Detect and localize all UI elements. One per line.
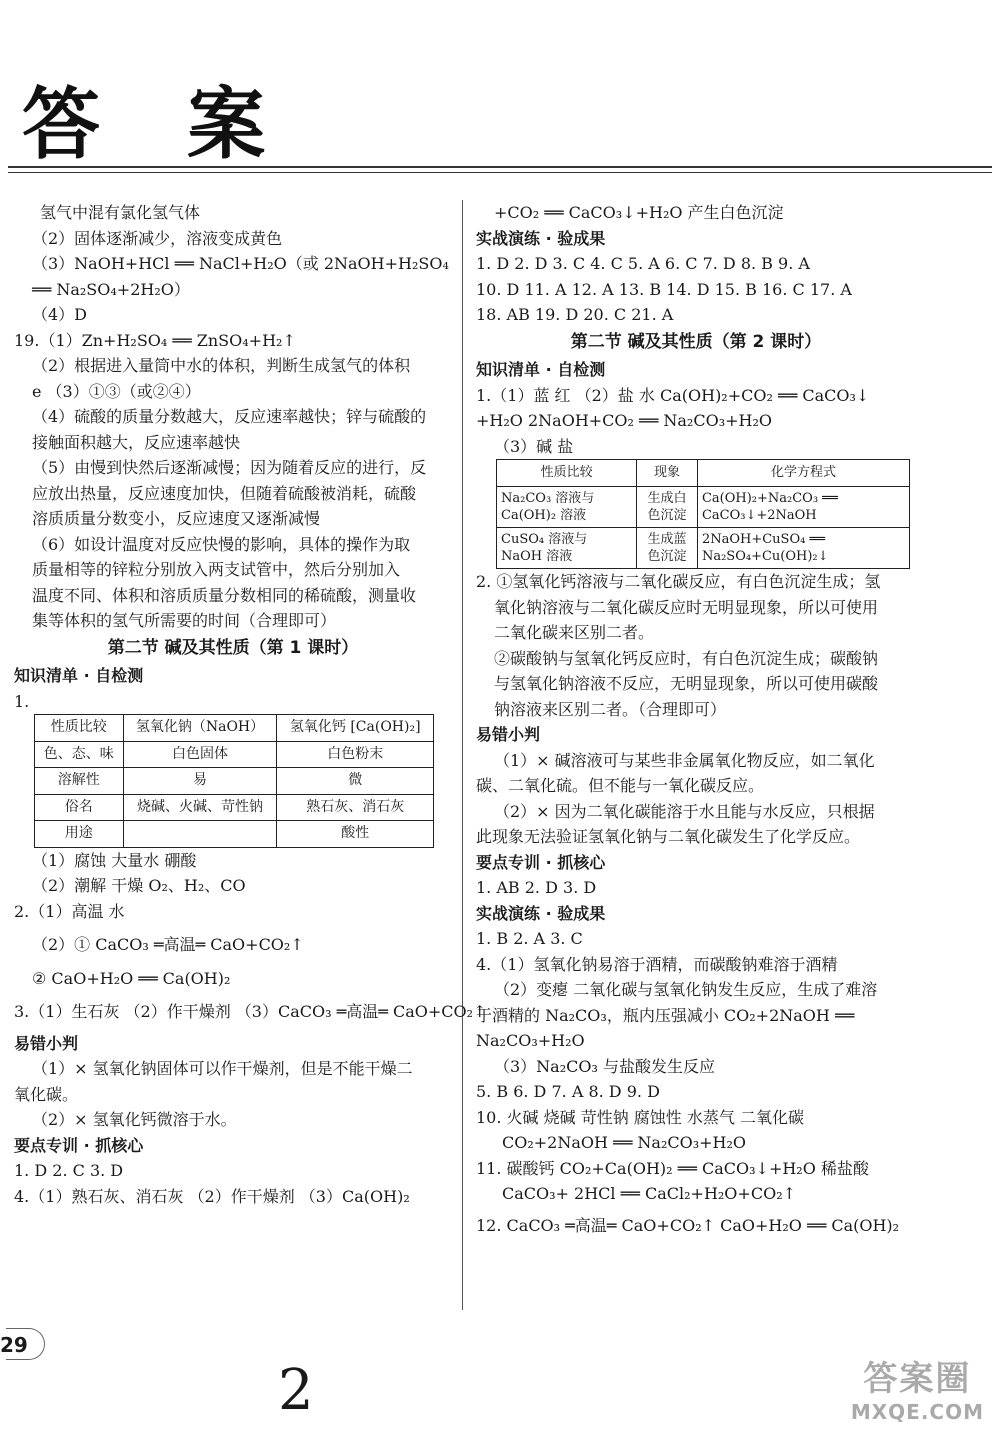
subsection-heading: 要点专训 · 抓核心: [14, 1135, 144, 1155]
table-cell: [123, 821, 277, 848]
answer-line: e （3）①③（或②④）: [32, 381, 201, 401]
table-cell: 生成蓝色沉淀: [637, 528, 698, 569]
answer-line: 1. B 2. A 3. C: [476, 929, 583, 948]
column-divider: [462, 200, 463, 1310]
table-row: [35, 741, 434, 768]
answer-line: 10. D 11. A 12. A 13. B 14. D 15. B 16. C 17. A: [476, 279, 852, 299]
table-cell: 白色粉末: [277, 741, 434, 768]
table-cell: 溶解性: [35, 768, 124, 795]
answer-line: 质量相等的锌粒分别放入两支试管中，然后分别加入: [32, 560, 401, 579]
answer-line: CO₂+2NaOH ══ Na₂CO₃+H₂O: [502, 1133, 747, 1152]
watermark: [851, 1351, 984, 1424]
subsection-heading: 实战演练 · 验成果: [476, 228, 606, 248]
subsection-heading: 知识清单 · 自检测: [476, 360, 606, 379]
table-cell: 熟石灰、消石灰: [277, 794, 434, 821]
answer-line: 2. ①氢氧化钙溶液与二氧化碳反应，有白色沉淀生成；氢: [476, 572, 881, 591]
table-header: 性质比较: [35, 715, 124, 742]
answer-line: （3）NaOH+HCl ══ NaCl+H₂O（或 2NaOH+H₂SO₄: [32, 254, 449, 273]
table-cell: 俗名: [35, 794, 124, 821]
answer-line: （5）由慢到快然后逐渐减慢；因为随着反应的进行，反: [32, 458, 427, 477]
table-cell: 微: [277, 768, 434, 795]
answer-line: （1）腐蚀 大量水 硼酸: [32, 850, 197, 870]
answer-line: +CO₂ ══ CaCO₃↓+H₂O 产生白色沉淀: [494, 203, 784, 222]
subsection-heading: 易错小判: [476, 725, 541, 744]
header-rule: [8, 166, 992, 173]
answer-line: CaCO₃+ 2HCl ══ CaCl₂+H₂O+CO₂↑: [502, 1184, 797, 1203]
answer-line: （4）硫酸的质量分数越大，反应速率越快；锌与硫酸的: [32, 407, 427, 426]
answer-line: 集等体积的氢气所需要的时间（合理即可）: [32, 611, 337, 630]
answer-line: 19.（1）Zn+H₂SO₄ ══ ZnSO₄+H₂↑: [14, 330, 296, 350]
table-header: 性质比较: [497, 460, 637, 487]
answer-line: Na₂CO₃+H₂O: [476, 1031, 585, 1050]
reaction-table: [496, 459, 910, 569]
answer-line: 1. D 2. D 3. C 4. C 5. A 6. C 7. D 8. B 9. A: [476, 254, 810, 273]
table-header: 现象: [637, 460, 698, 487]
subsection-heading: 易错小判: [14, 1033, 79, 1053]
answer-line: 钠溶液来区别二者。（合理即可）: [494, 699, 727, 719]
answer-line: 3.（1）生石灰 （2）作干燥剂 （3）CaCO₃ ═高温═ CaO+CO₂↑: [14, 1002, 487, 1021]
answer-line: 4.（1）熟石灰、消石灰 （2）作干燥剂 （3）Ca(OH)₂: [14, 1186, 410, 1206]
answer-line: （1）× 氢氧化钠固体可以作干燥剂，但是不能干燥二: [32, 1059, 413, 1078]
table-header: 氢氧化钠（NaOH）: [123, 715, 277, 742]
answer-line: 于酒精的 Na₂CO₃，瓶内压强减小 CO₂+2NaOH ══: [476, 1005, 855, 1025]
answer-line: ②碳酸钠与氢氧化钙反应时，有白色沉淀生成；碳酸钠: [494, 648, 879, 668]
table-row: [497, 487, 910, 528]
answer-line: 二氧化碳来区别二者。: [494, 623, 655, 642]
answer-line: （2）× 因为二氧化碳能溶于水且能与水反应，只根据: [494, 801, 875, 821]
subsection-heading: 知识清单 · 自检测: [14, 666, 144, 685]
table-cell: CuSO₄ 溶液与 NaOH 溶液: [497, 528, 637, 569]
answer-line: 11. 碳酸钙 CO₂+Ca(OH)₂ ══ CaCO₃↓+H₂O 稀盐酸: [476, 1158, 869, 1178]
answer-line: ══ Na₂SO₄+2H₂O）: [32, 279, 190, 299]
answer-line: 氢气中混有氯化氢气体: [40, 203, 201, 222]
answer-line: 2.（1）高温 水: [14, 901, 125, 921]
answer-line: 接触面积越大，反应速率越快: [32, 432, 241, 452]
answer-line: 1.（1）蓝 红 （2）盐 水 Ca(OH)₂+CO₂ ══ CaCO₃↓: [476, 385, 870, 405]
left-column: [14, 200, 487, 1209]
answer-line: （6）如设计温度对反应快慢的影响，具体的操作为取: [32, 534, 411, 554]
answer-line: 应放出热量，反应速度加快，但随着硫酸被消耗，硫酸: [32, 483, 417, 503]
answer-line: 碳、二氧化硫。但不能与一氧化碳反应。: [476, 776, 765, 795]
watermark-logo: 答案圈: [863, 1359, 972, 1399]
table-cell: 用途: [35, 821, 124, 848]
subsection-heading: 要点专训 · 抓核心: [476, 852, 606, 872]
table-cell: 白色固体: [123, 741, 277, 768]
subsection-heading: 实战演练 · 验成果: [476, 903, 606, 923]
answer-line: 氧化碳。: [14, 1084, 79, 1104]
table-header-row: [497, 460, 910, 487]
handwritten-mark: 2: [278, 1358, 314, 1423]
answer-line: （2）× 氢氧化钙微溶于水。: [32, 1110, 237, 1129]
table-cell: Na₂CO₃ 溶液与 Ca(OH)₂ 溶液: [497, 487, 637, 528]
answer-line: （3）碱 盐: [494, 436, 574, 456]
table-row: [497, 528, 910, 569]
table-header: 化学方程式: [697, 460, 909, 487]
answer-line: 与氢氧化钠溶液不反应，无明显现象，所以可使用碳酸: [494, 674, 879, 693]
section-heading: 第二节 碱及其性质（第 1 课时）: [107, 637, 359, 658]
answer-line: （2）固体逐渐减少，溶液变成黄色: [32, 228, 283, 248]
answer-line: （2）① CaCO₃ ═高温═ CaO+CO₂↑: [32, 935, 304, 954]
table-cell: 2NaOH+CuSO₄ ══ Na₂SO₄+Cu(OH)₂↓: [697, 528, 909, 569]
table-cell: 生成白色沉淀: [637, 487, 698, 528]
page-title: 答 案: [22, 80, 296, 170]
table-cell: 酸性: [277, 821, 434, 848]
naoh-caoh2-table: [34, 714, 434, 848]
answer-line: 1. D 2. C 3. D: [14, 1161, 124, 1180]
answer-line: 4.（1）氢氧化钠易溶于酒精，而碳酸钠难溶于酒精: [476, 954, 838, 974]
answer-line: （2）根据进入量筒中水的体积，判断生成氢气的体积: [32, 356, 411, 375]
table-row: [35, 768, 434, 795]
table-cell: 色、态、味: [35, 741, 124, 768]
answer-line: 氧化钠溶液与二氧化碳反应时无明显现象，所以可使用: [494, 597, 879, 617]
answer-line: （2）变瘪 二氧化碳与氢氧化钠发生反应，生成了难溶: [494, 980, 878, 999]
answer-line: （3）Na₂CO₃ 与盐酸发生反应: [494, 1056, 715, 1076]
answer-line: （1）× 碱溶液可与某些非金属氧化物反应，如二氧化: [494, 750, 875, 770]
watermark-url: MXQE.COM: [850, 1400, 984, 1424]
right-column: [476, 200, 916, 1238]
table-cell: 烧碱、火碱、苛性钠: [123, 794, 277, 821]
table-row: [35, 821, 434, 848]
answer-line: （4）D: [32, 305, 88, 324]
section-heading: 第二节 碱及其性质（第 2 课时）: [570, 331, 822, 352]
table-header-row: [35, 715, 434, 742]
answer-line: 1.: [14, 691, 30, 711]
table-cell: Ca(OH)₂+Na₂CO₃ ══ CaCO₃↓+2NaOH: [697, 487, 909, 528]
table-header: 氢氧化钙 [Ca(OH)₂]: [277, 715, 434, 742]
page-number: 29: [0, 1333, 28, 1357]
answer-line: ② CaO+H₂O ══ Ca(OH)₂: [32, 968, 231, 988]
answer-line: 18. AB 19. D 20. C 21. A: [476, 305, 674, 324]
answer-line: 1. AB 2. D 3. D: [476, 878, 597, 897]
answer-line: 5. B 6. D 7. A 8. D 9. D: [476, 1082, 660, 1101]
answer-line: 12. CaCO₃ ═高温═ CaO+CO₂↑ CaO+H₂O ══ Ca(OH)₂: [476, 1215, 900, 1235]
answer-line: 此现象无法验证氢氧化钠与二氧化碳发生了化学反应。: [476, 827, 861, 846]
table-cell: 易: [123, 768, 277, 795]
answer-line: 温度不同、体积和溶质质量分数相同的稀硫酸，测量收: [32, 585, 417, 605]
answer-line: 10. 火碱 烧碱 苛性钠 腐蚀性 水蒸气 二氧化碳: [476, 1107, 804, 1127]
answer-line: （2）潮解 干燥 O₂、H₂、CO: [32, 876, 246, 895]
answer-line: +H₂O 2NaOH+CO₂ ══ Na₂CO₃+H₂O: [476, 411, 772, 430]
table-row: [35, 794, 434, 821]
answer-line: 溶质质量分数变小，反应速度又逐渐减慢: [32, 509, 321, 528]
